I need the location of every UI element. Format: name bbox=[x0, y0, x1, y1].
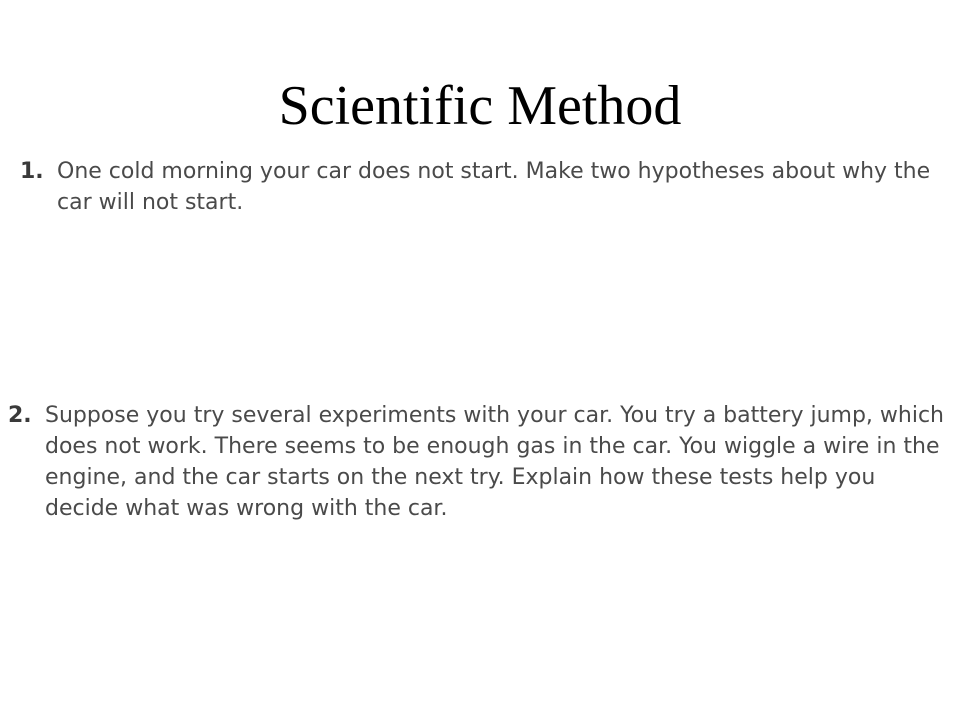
question-number: 1. bbox=[20, 159, 44, 184]
question-2 bbox=[8, 400, 953, 524]
question-text: One cold morning your car does not start. Make two hypotheses about why the car will not start. bbox=[57, 159, 931, 215]
slide-title: Scientific Method bbox=[278, 75, 682, 137]
question-number: 2. bbox=[8, 403, 32, 428]
question-text: Suppose you try several experiments with your car. You try a battery jump, which does not work. There seems to be enough gas in the car. You wiggle a wire in the engine, and the car starts on the next try. Explain how these tests help you decide what was wrong with the car. bbox=[45, 403, 944, 521]
question-1 bbox=[20, 156, 955, 218]
